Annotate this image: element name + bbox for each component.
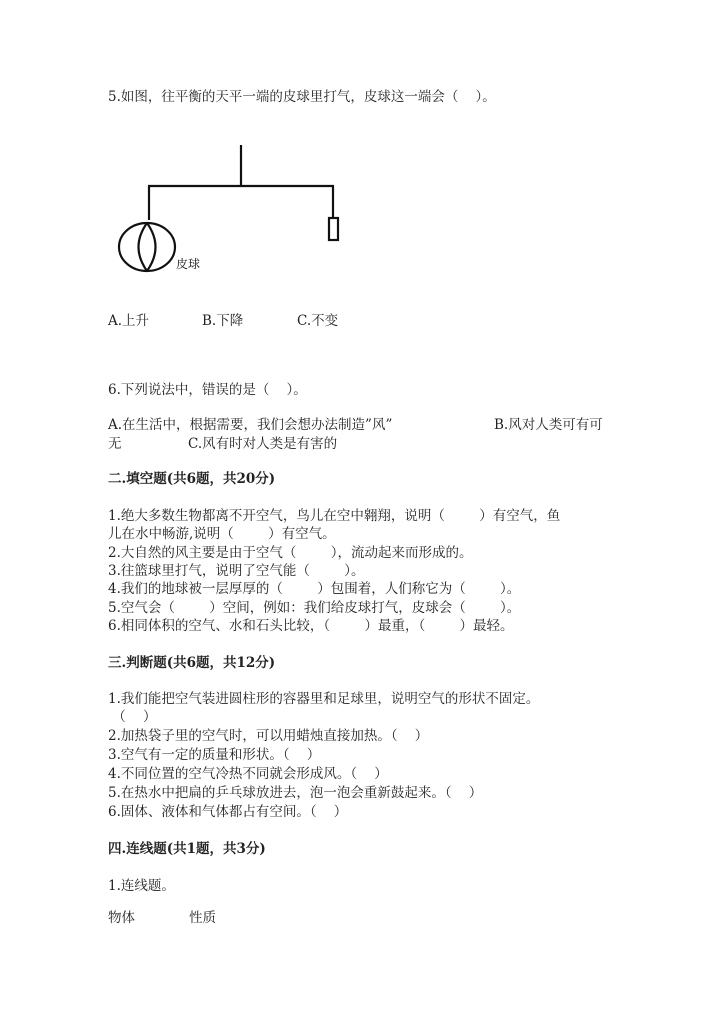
fill-line: 5.空气会（ ）空间，例如：我们给皮球打气，皮球会（ ）。 — [108, 600, 521, 616]
question-5-stem: 5.如图，往平衡的天平一端的皮球里打气，皮球这一端会（ ）。 — [108, 89, 496, 105]
q5-option-c: C.不变 — [297, 313, 339, 329]
fill-line: 2.大自然的风主要是由于空气（ ），流动起来而形成的。 — [108, 545, 473, 561]
ball-label: 皮球 — [176, 257, 201, 271]
q6-option-a: A.在生活中，根据需要，我们会想办法制造”风” — [108, 417, 393, 433]
ball-icon — [119, 223, 175, 271]
q6-option-b-cont: 无 — [108, 436, 122, 452]
q5-option-b: B.下降 — [202, 313, 244, 329]
judge-line: 3.空气有一定的质量和形状。（ ） — [108, 747, 321, 763]
weight-block — [329, 218, 338, 240]
judge-line: 4.不同位置的空气冷热不同就会形成风。（ ） — [108, 766, 388, 782]
section-3-title: 三.判断题(共6题，共12分) — [108, 655, 276, 671]
matching-question: 1.连线题。 — [108, 878, 175, 894]
fill-line: 1.绝大多数生物都离不开空气，鸟儿在空中翱翔，说明（ ）有空气，鱼 — [108, 508, 561, 524]
balance-figure — [108, 140, 348, 280]
judge-line: 1.我们能把空气装进圆柱形的容器里和足球里，说明空气的形状不固定。 — [108, 691, 540, 707]
judge-line: 5.在热水中把扁的乒乓球放进去，泡一泡会重新鼓起来。（ ） — [108, 785, 483, 801]
q6-option-b: B.风对人类可有可 — [494, 417, 603, 433]
fill-line: 3.往篮球里打气，说明了空气能（ ）。 — [108, 563, 365, 579]
fill-line: 4.我们的地球被一层厚厚的（ ）包围着，人们称它为（ ）。 — [108, 581, 521, 597]
column-objects: 物体 — [108, 910, 135, 926]
judge-line: 2.加热袋子里的空气时，可以用蜡烛直接加热。（ ） — [108, 728, 429, 744]
q6-option-c: C.风有时对人类是有害的 — [188, 436, 338, 452]
fill-line: 儿在水中畅游,说明（ ）有空气。 — [108, 526, 336, 542]
section-4-title: 四.连线题(共1题，共3分) — [108, 841, 266, 857]
judge-line: （ ） — [108, 709, 157, 725]
judge-line: 6.固体、液体和气体都占有空间。（ ） — [108, 804, 348, 820]
section-2-title: 二.填空题(共6题，共20分) — [108, 471, 276, 487]
fill-line: 6.相同体积的空气、水和石头比较，（ ）最重，（ ）最轻。 — [108, 618, 514, 634]
q5-option-a: A.上升 — [108, 313, 150, 329]
question-6-stem: 6.下列说法中，错误的是（ ）。 — [108, 382, 307, 398]
column-properties: 性质 — [189, 910, 216, 926]
